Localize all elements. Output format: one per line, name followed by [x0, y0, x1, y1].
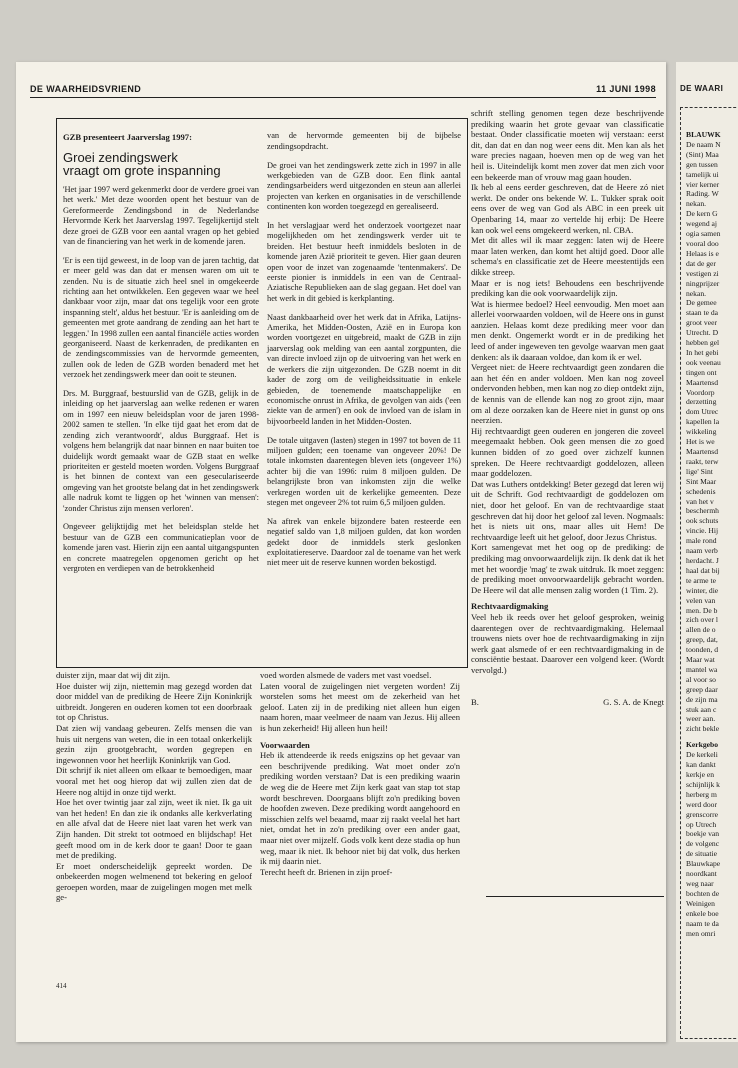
text-fragment: tingen ont — [686, 367, 717, 377]
body-column-3 — [471, 108, 664, 708]
paragraph: Terecht heeft dr. Brienen in zijn proef- — [260, 866, 393, 877]
paragraph: Na aftrek van enkele bijzondere baten resteerde een negatief saldo van 1,8 miljoen gulden, dat kon worden gedekt door de inmiddels sterk geslonken exploitatiereserve. Daardoor zal de toename van het werk niet meer uit de reserve kunnen worden bekostigd. — [267, 516, 461, 568]
text-fragment: dat de ger — [686, 258, 716, 268]
text-fragment: In het gebi — [686, 347, 719, 357]
section-heading: Voorwaarden — [260, 739, 310, 750]
article-kicker: GZB presenteert Jaarverslag 1997: — [63, 131, 192, 142]
adjacent-page-text — [686, 130, 721, 938]
text-fragment: al voor so — [686, 674, 716, 684]
paragraph: Veel heb ik reeds over het geloof gesproken, weinig daarentegen over de rechtvaardigmaking. Helemaal trouwens niets over hoe de rechtvaardigmaking in zijn werk gaat alsmede of er een rechtvaardigmaking in de consciëntie bestaat. Daarover een volgend keer. (Wordt vervolgd.) — [471, 611, 664, 675]
text-fragment: herberg m — [686, 789, 717, 799]
text-fragment: kapellen la — [686, 417, 720, 427]
paragraph: voed worden alsmede de vaders met vast voedsel. — [260, 670, 432, 680]
paragraph: schrift stelling genomen tegen deze beschrijvende prediking waarin het grote gevaar van classificatie bestaat. Onder classificatie moeten wij verstaan: eerst dit, dan dat en dan nog weer eens dit. Men kan als het ware precies nagaan, hoeven men op de weg van het heil is. Uiteindelijk komt men zover dat men zich voor een bekeerde man of vrouw mag gaan houden. — [471, 108, 664, 182]
paragraph: In het verslagjaar werd het onderzoek voortgezet naar mogelijkheden om het zendingswerk verder uit te breiden. Het bestuur heeft inmiddels besloten in de komende jaren Azië prioriteit te geven. Hier gaan deuren open voor de inzet van zogenaamde 'tentenmakers'. De eerste pionier is inmiddels in een van de Centraal-Aziatische Republieken aan de slag gegaan. Het doel van het werk in dit gebied is kerkplanting. — [267, 221, 461, 303]
text-fragment: de volgenc — [686, 839, 720, 849]
text-fragment: werd door — [686, 799, 717, 809]
text-fragment: male rond — [686, 536, 717, 546]
signature — [471, 697, 664, 708]
text-fragment: bochten de — [686, 888, 720, 898]
body-column-2 — [260, 670, 460, 877]
section-heading: Rechtvaardigmaking — [471, 601, 549, 612]
text-fragment: ogia samen — [686, 229, 721, 239]
text-fragment: Het is we — [686, 437, 715, 447]
text-fragment: De gemee — [686, 298, 717, 308]
paragraph: van de hervormde gemeenten bij de bijbelse zendingsopdracht. — [267, 131, 461, 151]
text-fragment: Utrecht. D — [686, 328, 719, 338]
text-fragment: haal dat bij — [686, 565, 720, 575]
paragraph: Met dit alles wil ik maar zeggen: laten wij de Heere maar laten werken, dan komt het altijd goed. Door alle schema's en classificatie zet de Heere meestentijds een dikke streep. — [471, 235, 664, 277]
text-fragment: enkele boe — [686, 908, 719, 918]
paragraph: Maar er is nog iets! Behoudens een beschrijvende prediking kan die ook voorwaardelijk zijn. — [471, 277, 664, 299]
text-fragment: BLAUWK — [686, 130, 721, 139]
text-fragment: Maartensd — [686, 377, 719, 387]
text-fragment: gen tussen — [686, 159, 718, 169]
signature-initial: B. — [471, 697, 479, 708]
text-fragment: schijnlijk k — [686, 779, 720, 789]
paragraph: Kort samengevat met het oog op de prediking: de prediking mag onvoorwaardelijk zijn. Ik denk dat ik het met het woordje 'mag' te zwak uitdruk. Ik moet zeggen: de prediking moet onvoorwaardelijk gebracht worden. De Heere wil dat alle mensen zalig worden (1 Tim. 2). — [471, 542, 664, 595]
text-fragment: staan te da — [686, 308, 719, 318]
paragraph: Dat was Luthers ontdekking! Beter gezegd dat leren wij uit de Schrift. God rechtvaardigt de goddelozen om niet, door het geloof. En van de rechtvaardige staat geschreven dat hij door het geloof zal leven. Nogmaals: het is niets uit ons, maar alles uit Hem! De rechtvaardige leeft uit het geloof, door Jezus Christus. — [471, 478, 664, 542]
paragraph: Hij rechtvaardigt geen ouderen en jongeren die zoveel meegemaakt hebben. Ook geen mensen die zo goed kunnen bidden of zo goed over zichzelf kunnen spreken. De Heere rechtvaardigt goddelozen, alleen maar goddelozen. — [471, 425, 664, 479]
text-fragment: hebben gel — [686, 338, 720, 348]
text-fragment: wikkeling — [686, 427, 717, 437]
text-fragment: ningprijzer — [686, 278, 720, 288]
text-fragment: allen de o — [686, 625, 716, 635]
article-end-rule — [486, 896, 664, 897]
paragraph: Ongeveer gelijktijdig met het beleidsplan stelde het bestuur van de GZB een communicatieplan voor de komende jaren vast. Hierin zijn een aantal uitgangspunten en concrete maatregelen opgenomen gericht op het vergroten en verdiepen van de betrokkenheid — [63, 522, 259, 573]
text-fragment: De kerkeli — [686, 750, 718, 760]
text-fragment: zich over l — [686, 615, 719, 625]
text-fragment: op Utrech — [686, 819, 717, 829]
article-title-line-2: vraagt om grote inspanning — [63, 162, 221, 178]
text-fragment: stuk aan c — [686, 704, 717, 714]
text-fragment: vier kerner — [686, 179, 720, 189]
paragraph: 'Het jaar 1997 werd gekenmerkt door de verdere groei van het werk.' Met deze woorden opent het bestuur van de Gereformeerde Zendingsbond in de Nederlandse Hervormde Kerk het Jaarverslag 1997. Tegelijkertijd stelt deze groei de GZB voor een aantal vragen op het gebied van de financiering van het werk in de komende jaren. — [63, 184, 259, 247]
text-fragment: naam verb — [686, 546, 718, 556]
header-rule — [30, 97, 656, 98]
issue-date: 11 JUNI 1998 — [596, 84, 656, 94]
text-fragment: boekje van — [686, 829, 720, 839]
text-fragment: vestigen zi — [686, 268, 719, 278]
text-fragment: naam te da — [686, 918, 719, 928]
box-column-2 — [267, 123, 461, 577]
box-column-1 — [63, 123, 259, 583]
text-fragment: Kerkgebo — [686, 740, 719, 750]
text-fragment: greep, dat, — [686, 635, 718, 645]
text-fragment: kerkje en — [686, 770, 715, 779]
paragraph: duister zijn, maar dat wij dit zijn. — [56, 670, 171, 680]
text-fragment: men. De b — [686, 605, 718, 615]
text-fragment: ook veenau — [686, 357, 721, 367]
paragraph: Ik heb al eens eerder geschreven, dat de Heere zó niet werkt. De onder ons bekende W. L. Tukker sprak ooit eens over de weg van God als ABC in een preek uit Openbaring 14, maar zo vertelde hij erbij: De Heere kan ook wel eens omgekeerd werken, nl. CBA. — [471, 182, 664, 235]
text-fragment: Rading. W — [686, 189, 719, 199]
text-fragment: Maartensd — [686, 447, 719, 456]
paragraph: De groei van het zendingswerk zette zich in 1997 in alle werkgebieden van de GZB door. Een flink aantal zendingsarbeiders werd uitgezonden en steun aan allerlei projecten van kerken en organisaties in de verschillende continenten kon worden toegezegd en gerealiseerd. — [267, 160, 461, 212]
adjacent-page-edge — [676, 62, 738, 1042]
text-fragment: Maar wat — [686, 655, 715, 665]
paragraph: Dat zien wij vandaag gebeuren. Zelfs mensen die van huis uit nergens van weten, die in een totaal onkerkelijk gezin zijn grootgebracht, worden gegrepen en ingewonnen voor het heerlijk Koninkrijk van God. — [56, 722, 252, 765]
text-fragment: (Sint) Maa — [686, 149, 719, 159]
text-fragment: toonden, d — [686, 645, 719, 655]
text-fragment: mantel wa — [686, 664, 718, 674]
paragraph: Hoe duister wij zijn, niettemin mag gezegd worden dat door middel van de prediking de Heere Zijn Koninkrijk uitbreidt. Jongeren en ouderen komen tot een doorbraak tot op Christus. — [56, 680, 252, 723]
paragraph: Heb ik attendeerde ik reeds enigszins op het gevaar van een beschrijvende prediking. Wat moet onder zo'n prediking worden verstaan? Dat is een prediking waarin de weg die de Heere met Zijn kerk gaat van stap tot stap wordt beschreven. Doorgaans blijft zo'n prediking boven de hoofden zweven. Deze prediking wordt aangehoord en misschien zelfs wel beaamd, maar zij raakt veelal het hart niet, omdat het in zo'n prediking over een ander gaat, maar niet over mijzelf. Gods volk kent deze stadia op hun weg, maar ik niet. Ik behoor niet bij dat volk, dus herken ik mij daarin niet. — [260, 750, 460, 867]
text-fragment: Voordorp — [686, 387, 715, 397]
text-fragment: beschermh — [686, 506, 719, 516]
text-fragment: weer aan. — [686, 714, 716, 724]
text-fragment: noordkant — [686, 869, 717, 879]
text-fragment: groot veer — [686, 318, 717, 328]
text-fragment: de situatie — [686, 849, 717, 859]
text-fragment: Blauwkape — [686, 859, 721, 869]
text-fragment: greep daar — [686, 684, 718, 694]
paragraph: 'Er is een tijd geweest, in de loop van de jaren tachtig, dat er meer geld was dan dat er mensen waren om uit te zenden. Nu is de situatie zich heel snel in omgekeerde richting aan het ontwikkelen. Een gegeven waar we heel dankbaar voor zijn, maar dat ons tegelijk voor een grote inspanning stelt', aldus het bestuur. 'Er is aanleiding om de gemeenten met grote aandrang de zending aan het hart te leggen.' In 1998 zullen een aantal financiële acties worden georganiseerd. Naast de kerkenraden, de predikanten en de zendingscommissies van de hervormde gemeenten, zullen ook de leden de GZB worden benaderd met het verzoek het zendingswerk meer dan ooit te steunen. — [63, 255, 259, 380]
text-fragment: derzetting — [686, 397, 717, 407]
body-column-1 — [56, 670, 252, 903]
text-fragment: ook schuts — [686, 516, 719, 526]
text-fragment: de zijn ma — [686, 694, 718, 704]
paragraph: Dit schrijf ik niet alleen om elkaar te bemoedigen, maar vooral met het oog hierop dat wij zullen zien dat de Heere nog altijd in onze tijd werkt. — [56, 765, 252, 797]
text-fragment: vooral doo — [686, 238, 719, 248]
page-number: 414 — [56, 982, 67, 990]
text-fragment: grenscorre — [686, 809, 719, 819]
text-fragment: vincie. Hij — [686, 526, 719, 536]
text-fragment: kan dankt — [686, 760, 716, 770]
text-fragment: Helaas is e — [686, 248, 719, 258]
paragraph: Wat is hiermee bedoel? Heel eenvoudig. Men moet aan allerlei voorwaarden voldoen, wil de Heere ons in gunst aanzien. Helaas komt deze prediking meer voor dan men denkt. Ongemerkt wordt er in de prediking het leed of ander ingeweven ten gevolge waarvan men gaat denken: als ik daaraan voldoe, dan kom ik er wel. — [471, 298, 664, 362]
text-fragment: nekan. — [686, 288, 707, 298]
text-fragment: De kern G — [686, 209, 718, 219]
text-fragment: van het v — [686, 496, 714, 506]
paragraph: Vergeet niet: de Heere rechtvaardigt geen zondaren die aan het één en ander voldoen. Men kan nog zoveel ondervonden hebben, men kan nog zo diep ontdekt zijn, de kennis van de ellende kan nog zo groot zijn, maar om al deze oorzaken kan de Heere niet in gunst op ons neerzien. — [471, 362, 664, 426]
paragraph: Naast dankbaarheid over het werk dat in Afrika, Latijns-Amerika, het Midden-Oosten, Azië en in Europa kon worden voortgezet en uitgebreid, maakt de GZB in zijn jaarverslag ook melding van een aantal zorgpunten, die van directe invloed zijn op de uitvoering van het werk en de werkers die zijn uitgezonden. De GZB noemt in dit kader de zorg om de veiligheidssituatie in enkele gebieden, de toenemende maatschappelijke en economische onrust in Afrika, de gevolgen van aids ('een ziekte van de armen') en ook de invloed van de islam in bijvoorbeeld landen in het Midden-Oosten. — [267, 312, 461, 426]
text-fragment: nekan. — [686, 199, 707, 209]
paragraph: De totale uitgaven (lasten) stegen in 1997 tot boven de 11 miljoen gulden; een toename van ongeveer 20%! De totale inkomsten daarentegen bleven iets (ongeveer 1%) achter bij die van 1996: ruim 8 miljoen gulden. De belangrijkste bron van inkomsten zijn die welke verkregen worden uit de kerkelijke gemeenten. Deze stegen met ongeveer 2% tot ruim 6,5 miljoen gulden. — [267, 435, 461, 507]
text-fragment: herdacht. J — [686, 555, 719, 565]
author-name: G. S. A. de Knegt — [603, 697, 664, 708]
article-title-line-1: Groei zendingswerk — [63, 149, 178, 165]
text-fragment: dom Utrec — [686, 407, 719, 417]
adjacent-page-header: DE WAARI — [680, 84, 724, 93]
text-fragment: lige' Sint — [686, 466, 713, 476]
text-fragment: te arme te — [686, 575, 716, 585]
publication-header: DE WAARHEIDSVRIEND — [30, 84, 142, 94]
gzb-article-box — [56, 118, 468, 668]
text-fragment: weg naar — [686, 878, 714, 888]
paragraph: Hoe het over twintig jaar zal zijn, weet ik niet. Ik ga uit van het heden! En dan zie ik ondanks alle kerkverlating en alle afval dat de Heere niet laat varen het werk van Zijn handen. Dit strekt tot ootmoed en blijdschap! Het geeft mood om in de kerk door te gaan! Door te gaan met de prediking. — [56, 797, 252, 861]
text-fragment: tamelijk ui — [686, 169, 719, 179]
text-fragment: Sint Maar — [686, 476, 717, 486]
text-fragment: Weinigen — [686, 898, 715, 908]
text-fragment: winter, die — [686, 585, 719, 595]
paragraph: Drs. M. Burggraaf, bestuurslid van de GZB, gelijk in de inleiding op het jaarverslag aan welke redenen er waren om in 1997 een nieuw beleidsplan voor de jaren 1998-2002 samen te stellen. 'In elke tijd gaat het erom dat de zending zich verantwoordt', aldus Burggraaf. Het is volgens hem belangrijk dat naar binnen en naar buiten toe duidelijk wordt gemaakt waar de GZB staat en welke prioriteiten er gesteld moeten worden. Volgens Burggraaf is het binnen de context van een geseculariseerde omgeving van het grootste belang dat in het zendingswerk alle nadruk komt te liggen op het 'winnen van mensen': 'zonder Christus zijn mensen verloren'. — [63, 389, 259, 513]
text-fragment: men omri — [686, 928, 716, 938]
text-fragment: schedenis — [686, 486, 716, 496]
paragraph: Laten vooral de zuigelingen niet vergeten worden! Zij worstelen soms het meest om de zekerheid van het geloof. Laten zij in de prediking niet alleen hun eigen naam horen, maar veelmeer de naam van Jezus. Hij alleen is hun zekerheid! Hij alleen hun heil! — [260, 680, 460, 733]
text-fragment: wegend aj — [686, 219, 717, 229]
text-fragment: raakt, terw — [686, 456, 719, 466]
text-fragment: velen van — [686, 595, 716, 605]
text-fragment: De naam N — [686, 139, 721, 149]
newspaper-page — [16, 62, 666, 1042]
paragraph: Er moet onderscheidelijk gepreekt worden. De onbekeerden mogen welmenend tot bekering en geloof geroepen worden, maar de zuigelingen mogen met melk ge- — [56, 860, 252, 903]
text-fragment: zicht bekle — [686, 724, 720, 734]
